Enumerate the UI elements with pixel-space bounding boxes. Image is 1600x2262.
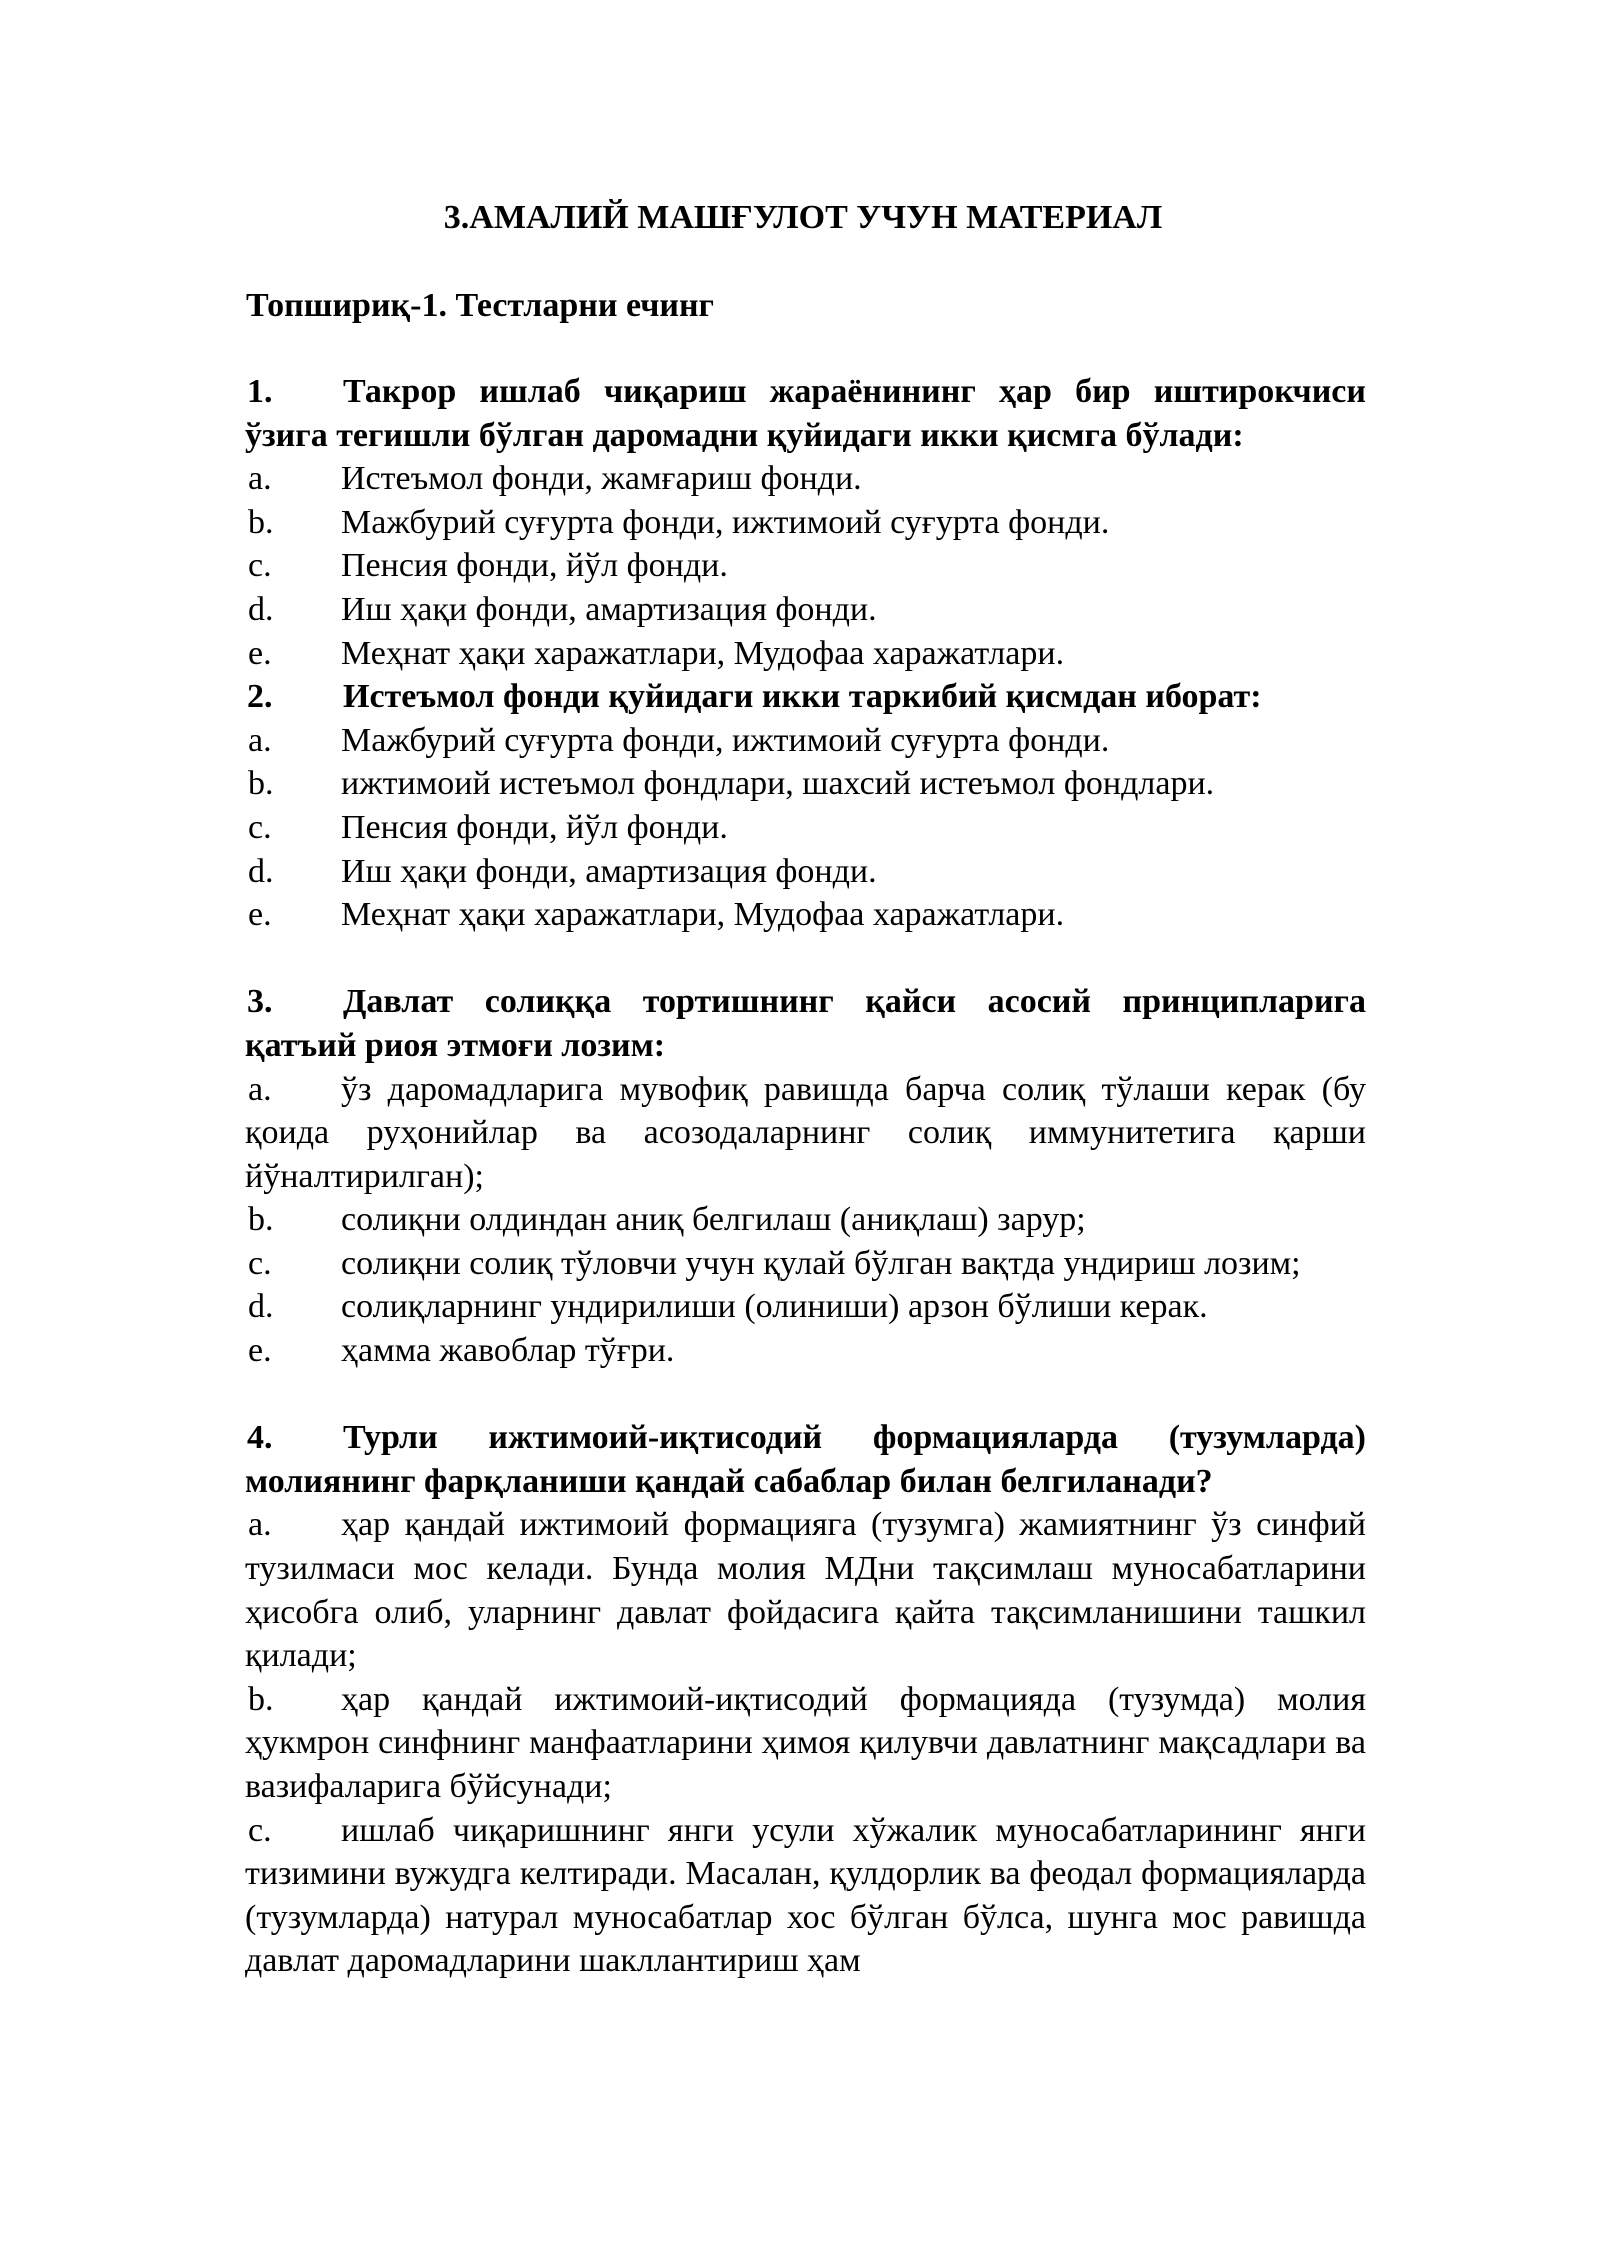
option-text: солиқни солиқ тўловчи учун қулай бўлган вақтда ундириш лозим; [341, 1244, 1301, 1282]
option-letter: b. [248, 1201, 274, 1239]
answer-option [245, 1329, 1366, 1373]
option-text: ишлаб чиқаришнинг янги усули хўжалик муносабатларининг янги тизимини вужудга келтиради. Масалан, қулдорлик ва феодал формацияларда (тузумларда) натурал муносабатлар хос бўлган бўлса, шунга мос равишда давлат даромадларини шакллантириш ҳам [245, 1811, 1366, 1980]
option-text: ўз даромадларига мувофиқ равишда барча солиқ тўлаши керак (бу қоида руҳонийлар ва асозодаларнинг солиқ иммунитетига қарши йўналтирилган); [245, 1070, 1366, 1195]
option-letter: b. [248, 765, 274, 803]
answer-option [245, 1678, 1366, 1809]
option-letter: c. [248, 1811, 272, 1849]
answer-option [245, 1068, 1366, 1199]
question-text: Такрор ишлаб чиқариш жараёнининг ҳар бир иштирокчиси ўзига тегишли бўлган даромадни қуйидаги икки қисмга бўлади: [245, 373, 1366, 454]
option-text: Меҳнат ҳақи харажатлари, Мудофаа харажатлари. [341, 634, 1065, 672]
option-letter: c. [248, 547, 272, 585]
option-text: ҳамма жавоблар тўғри. [341, 1332, 675, 1370]
spacer [245, 937, 1366, 981]
answer-option [245, 544, 1366, 588]
option-text: солиқларнинг ундирилиши (олиниши) арзон бўлиши керак. [341, 1288, 1208, 1326]
option-letter: b. [248, 503, 274, 541]
answer-option [245, 1809, 1366, 1983]
option-letter: e. [248, 634, 272, 672]
answer-option [245, 588, 1366, 632]
option-text: ижтимоий истеъмол фондлари, шахсий истеъмол фондлари. [341, 765, 1215, 803]
option-text: Иш ҳақи фонди, амартизация фонди. [341, 852, 877, 890]
page-title: 3.АМАЛИЙ МАШҒУЛОТ УЧУН МАТЕРИАЛ [443, 199, 1163, 236]
option-letter: a. [248, 460, 272, 498]
question-text: Давлат солиққа тортишнинг қайси асосий принципларига қатъий риоя этмоғи лозим: [245, 983, 1366, 1064]
option-text: Меҳнат ҳақи харажатлари, Мудофаа харажатлари. [341, 896, 1065, 934]
answer-option [245, 1503, 1366, 1677]
answer-option [245, 762, 1366, 806]
option-text: Иш ҳақи фонди, амартизация фонди. [341, 590, 877, 628]
option-text: Пенсия фонди, йўл фонди. [341, 547, 728, 585]
answer-option [245, 893, 1366, 937]
option-text: Пенсия фонди, йўл фонди. [341, 808, 728, 846]
option-text: Мажбурий суғурта фонди, ижтимоий суғурта фонди. [341, 503, 1110, 541]
question-2 [245, 675, 1366, 719]
option-letter: c. [248, 808, 272, 846]
option-letter: a. [248, 1506, 272, 1544]
answer-option [245, 850, 1366, 894]
question-3 [245, 980, 1366, 1067]
option-text: ҳар қандай ижтимоий формацияга (тузумга) жамиятнинг ўз синфий тузилмаси мос келади. Бунда молия МДни тақсимлаш муносабатларини ҳисобга олиб, уларнинг давлат фойдасига қайта тақсимланишини ташкил қилади; [245, 1506, 1366, 1675]
question-4 [245, 1416, 1366, 1503]
option-letter: a. [248, 721, 272, 759]
question-number: 3. [247, 983, 273, 1021]
spacer [245, 1373, 1366, 1417]
question-number: 4. [247, 1419, 273, 1457]
option-letter: d. [248, 590, 274, 628]
option-text: солиқни олдиндан аниқ белгилаш (аниқлаш) зарур; [341, 1201, 1086, 1239]
answer-option [245, 457, 1366, 501]
option-text: Мажбурий суғурта фонди, ижтимоий суғурта фонди. [341, 721, 1110, 759]
option-text: ҳар қандай ижтимоий-иқтисодий формацияда (тузумда) молия ҳукмрон синфнинг манфаатларини ҳимоя қилувчи давлатнинг мақсадлари ва вазифаларига бўйсунади; [245, 1680, 1366, 1805]
option-text: Истеъмол фонди, жамғариш фонди. [341, 460, 862, 498]
question-1 [245, 370, 1366, 457]
option-letter: c. [248, 1244, 272, 1282]
question-number: 2. [247, 678, 273, 716]
option-letter: d. [248, 852, 274, 890]
question-text: Истеъмол фонди қуйидаги икки таркибий қисмдан иборат: [343, 678, 1262, 716]
answer-option [245, 1285, 1366, 1329]
answer-option [245, 1242, 1366, 1286]
answer-option [245, 806, 1366, 850]
option-letter: b. [248, 1680, 274, 1718]
option-letter: e. [248, 896, 272, 934]
test-questions [245, 370, 1366, 1983]
answer-option [245, 501, 1366, 545]
question-number: 1. [247, 373, 273, 410]
option-letter: a. [248, 1070, 272, 1108]
answer-option [245, 632, 1366, 676]
option-letter: e. [248, 1332, 272, 1370]
task-heading: Топшириқ-1. Тестларни ечинг [246, 287, 714, 324]
option-letter: d. [248, 1288, 274, 1326]
answer-option [245, 719, 1366, 763]
question-text: Турли ижтимоий-иқтисодий формацияларда (тузумларда) молиянинг фарқланиши қандай сабаблар билан белгиланади? [245, 1419, 1366, 1500]
answer-option [245, 1198, 1366, 1242]
